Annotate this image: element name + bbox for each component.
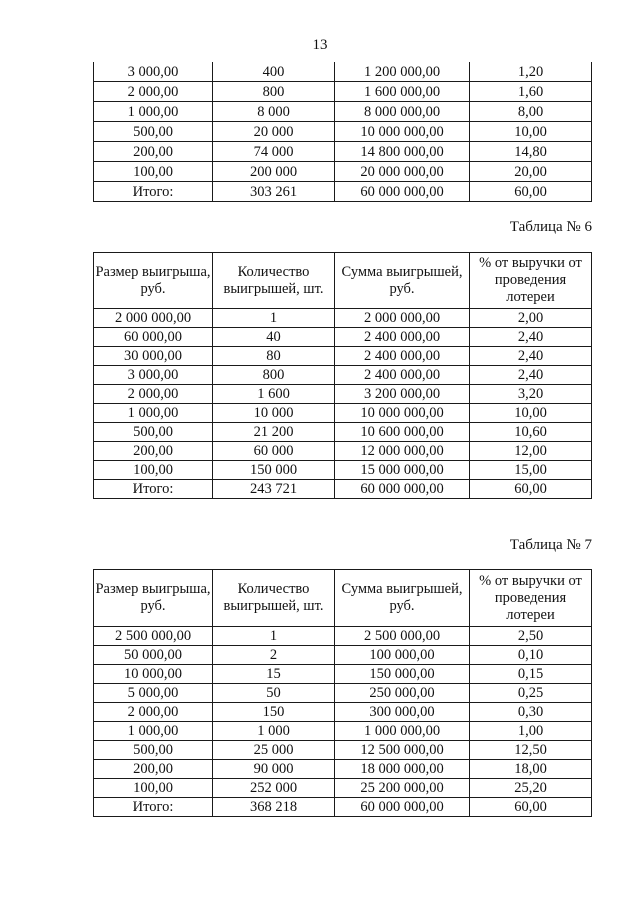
table-6-row: [94, 385, 592, 404]
table-7-cell-sum: 18 000 000,00: [335, 760, 470, 779]
table-7-cell-prize: 2 000,00: [94, 703, 213, 722]
table-6-cell-prize: 200,00: [94, 442, 213, 461]
table-7-cell-prize: 50 000,00: [94, 646, 213, 665]
table-5-cell-count: 20 000: [213, 122, 335, 142]
table-6-cell-count: 40: [213, 328, 335, 347]
table-6-cell-percent: 2,40: [470, 347, 592, 366]
table-5-cell-count: 8 000: [213, 102, 335, 122]
table-5-cell-percent: 14,80: [470, 142, 592, 162]
table-7-cell-count: 368 218: [213, 798, 335, 817]
table-6-cell-sum: 2 400 000,00: [335, 366, 470, 385]
table-6-cell-percent: 10,60: [470, 423, 592, 442]
table-7-cell-percent: 12,50: [470, 741, 592, 760]
table-6-cell-sum: 2 400 000,00: [335, 347, 470, 366]
table-6-cell-count: 1 600: [213, 385, 335, 404]
table-7-cell-count: 252 000: [213, 779, 335, 798]
table-5-cell-sum: 1 200 000,00: [335, 62, 470, 82]
page-number: 13: [312, 37, 328, 53]
table-7-cell-sum: 250 000,00: [335, 684, 470, 703]
table-5-cell-percent: 10,00: [470, 122, 592, 142]
table-7-cell-prize: 100,00: [94, 779, 213, 798]
table-5-cell-prize: 200,00: [94, 142, 213, 162]
table-6-cell-count: 60 000: [213, 442, 335, 461]
table-6-cell-sum: 2 400 000,00: [335, 328, 470, 347]
table-5-cell-sum: 60 000 000,00: [335, 182, 470, 202]
table-7-cell-sum: 300 000,00: [335, 703, 470, 722]
table-7-row: [94, 646, 592, 665]
table-6-cell-count: 800: [213, 366, 335, 385]
table-7-cell-sum: 12 500 000,00: [335, 741, 470, 760]
table-5-cell-sum: 14 800 000,00: [335, 142, 470, 162]
table-7-cell-percent: 18,00: [470, 760, 592, 779]
table-7-cell-count: 2: [213, 646, 335, 665]
table-6: [93, 252, 592, 499]
table-6-header-percent: % от выручки от проведения лотереи: [470, 253, 592, 309]
table-7-cell-percent: 0,10: [470, 646, 592, 665]
table-6-row: [94, 366, 592, 385]
table-7-row: [94, 703, 592, 722]
table-7-cell-count: 150: [213, 703, 335, 722]
table-5-cell-percent: 1,60: [470, 82, 592, 102]
table-7-row: [94, 741, 592, 760]
table-5-cell-sum: 10 000 000,00: [335, 122, 470, 142]
table-6-cell-prize: 3 000,00: [94, 366, 213, 385]
table-6-row: [94, 404, 592, 423]
table-6-cell-percent: 2,40: [470, 366, 592, 385]
table-6-cell-sum: 10 000 000,00: [335, 404, 470, 423]
table-6-header-count: Количество выигрышей, шт.: [213, 253, 335, 309]
table-6-cell-prize: 2 000,00: [94, 385, 213, 404]
table-7-cell-count: 50: [213, 684, 335, 703]
table-7-header-sum: Сумма выигрышей, руб.: [335, 570, 470, 627]
table-7-caption: Таблица № 7: [509, 537, 592, 553]
table-6-cell-percent: 2,40: [470, 328, 592, 347]
table-5-row: [94, 182, 592, 202]
table-7-row: [94, 760, 592, 779]
table-6-cell-percent: 12,00: [470, 442, 592, 461]
table-7-row: [94, 627, 592, 646]
table-5-cell-count: 74 000: [213, 142, 335, 162]
table-6-cell-sum: 3 200 000,00: [335, 385, 470, 404]
table-7-cell-sum: 100 000,00: [335, 646, 470, 665]
table-7-cell-percent: 2,50: [470, 627, 592, 646]
table-6-cell-prize: 60 000,00: [94, 328, 213, 347]
table-5-cell-percent: 60,00: [470, 182, 592, 202]
table-5-cell-prize: 2 000,00: [94, 82, 213, 102]
table-6-cell-count: 243 721: [213, 480, 335, 499]
table-7-cell-count: 25 000: [213, 741, 335, 760]
table-5-cell-sum: 20 000 000,00: [335, 162, 470, 182]
table-7-cell-prize: 1 000,00: [94, 722, 213, 741]
table-6-cell-prize: 1 000,00: [94, 404, 213, 423]
table-6-header-sum: Сумма выигрышей, руб.: [335, 253, 470, 309]
table-7-cell-prize: 10 000,00: [94, 665, 213, 684]
table-7-cell-prize: Итого:: [94, 798, 213, 817]
table-5-cell-count: 800: [213, 82, 335, 102]
table-6-cell-count: 1: [213, 309, 335, 328]
table-6-cell-sum: 15 000 000,00: [335, 461, 470, 480]
table-6-cell-count: 150 000: [213, 461, 335, 480]
table-5-row: [94, 82, 592, 102]
table-5-cell-prize: 500,00: [94, 122, 213, 142]
table-6-cell-sum: 2 000 000,00: [335, 309, 470, 328]
table-7-cell-count: 15: [213, 665, 335, 684]
table-5-cell-count: 400: [213, 62, 335, 82]
table-6-cell-count: 80: [213, 347, 335, 366]
table-6-cell-sum: 12 000 000,00: [335, 442, 470, 461]
table-7-cell-prize: 2 500 000,00: [94, 627, 213, 646]
table-7-cell-sum: 1 000 000,00: [335, 722, 470, 741]
table-6-row: [94, 442, 592, 461]
table-5-cell-count: 200 000: [213, 162, 335, 182]
table-5-cell-prize: Итого:: [94, 182, 213, 202]
table-7-row: [94, 684, 592, 703]
table-7-header-percent: % от выручки от проведения лотереи: [470, 570, 592, 627]
table-6-row: [94, 461, 592, 480]
table-7-cell-percent: 0,25: [470, 684, 592, 703]
table-6-cell-prize: 30 000,00: [94, 347, 213, 366]
table-7: [93, 569, 592, 817]
table-5-row: [94, 102, 592, 122]
table-7-row: [94, 798, 592, 817]
table-6-cell-percent: 10,00: [470, 404, 592, 423]
table-5-row: [94, 142, 592, 162]
table-6-row: [94, 347, 592, 366]
table-5-cell-prize: 100,00: [94, 162, 213, 182]
table-6-cell-percent: 2,00: [470, 309, 592, 328]
table-6-cell-count: 10 000: [213, 404, 335, 423]
table-7-cell-prize: 200,00: [94, 760, 213, 779]
table-6-row: [94, 328, 592, 347]
table-7-header-prize: Размер выигрыша, руб.: [94, 570, 213, 627]
table-7-cell-percent: 0,15: [470, 665, 592, 684]
table-6-cell-prize: 500,00: [94, 423, 213, 442]
table-6-header-prize: Размер выигрыша, руб.: [94, 253, 213, 309]
table-5-cell-count: 303 261: [213, 182, 335, 202]
table-6-row: [94, 480, 592, 499]
table-7-cell-sum: 2 500 000,00: [335, 627, 470, 646]
table-6-cell-prize: Итого:: [94, 480, 213, 499]
table-7-header-count: Количество выигрышей, шт.: [213, 570, 335, 627]
table-7-cell-prize: 5 000,00: [94, 684, 213, 703]
table-6-cell-count: 21 200: [213, 423, 335, 442]
table-6-cell-prize: 2 000 000,00: [94, 309, 213, 328]
table-6-caption: Таблица № 6: [509, 219, 592, 235]
table-7-cell-count: 1: [213, 627, 335, 646]
table-5-row: [94, 122, 592, 142]
table-5-row: [94, 162, 592, 182]
table-5-cell-prize: 3 000,00: [94, 62, 213, 82]
table-6-cell-percent: 15,00: [470, 461, 592, 480]
table-7-cell-count: 1 000: [213, 722, 335, 741]
table-7-row: [94, 722, 592, 741]
table-7-cell-count: 90 000: [213, 760, 335, 779]
table-5-continuation: [93, 62, 592, 202]
table-7-row: [94, 665, 592, 684]
table-7-cell-percent: 60,00: [470, 798, 592, 817]
table-5-cell-prize: 1 000,00: [94, 102, 213, 122]
table-7-cell-percent: 1,00: [470, 722, 592, 741]
table-6-cell-prize: 100,00: [94, 461, 213, 480]
table-6-cell-percent: 3,20: [470, 385, 592, 404]
table-5-cell-percent: 8,00: [470, 102, 592, 122]
table-5-row: [94, 62, 592, 82]
table-7-cell-sum: 150 000,00: [335, 665, 470, 684]
table-6-row: [94, 423, 592, 442]
table-6-cell-sum: 60 000 000,00: [335, 480, 470, 499]
table-7-row: [94, 779, 592, 798]
table-7-cell-sum: 25 200 000,00: [335, 779, 470, 798]
table-5-cell-percent: 1,20: [470, 62, 592, 82]
table-5-cell-sum: 1 600 000,00: [335, 82, 470, 102]
table-5-cell-sum: 8 000 000,00: [335, 102, 470, 122]
table-5-cell-percent: 20,00: [470, 162, 592, 182]
table-6-cell-sum: 10 600 000,00: [335, 423, 470, 442]
table-7-cell-sum: 60 000 000,00: [335, 798, 470, 817]
table-6-cell-percent: 60,00: [470, 480, 592, 499]
table-7-cell-percent: 25,20: [470, 779, 592, 798]
table-7-cell-prize: 500,00: [94, 741, 213, 760]
table-6-row: [94, 309, 592, 328]
table-7-cell-percent: 0,30: [470, 703, 592, 722]
